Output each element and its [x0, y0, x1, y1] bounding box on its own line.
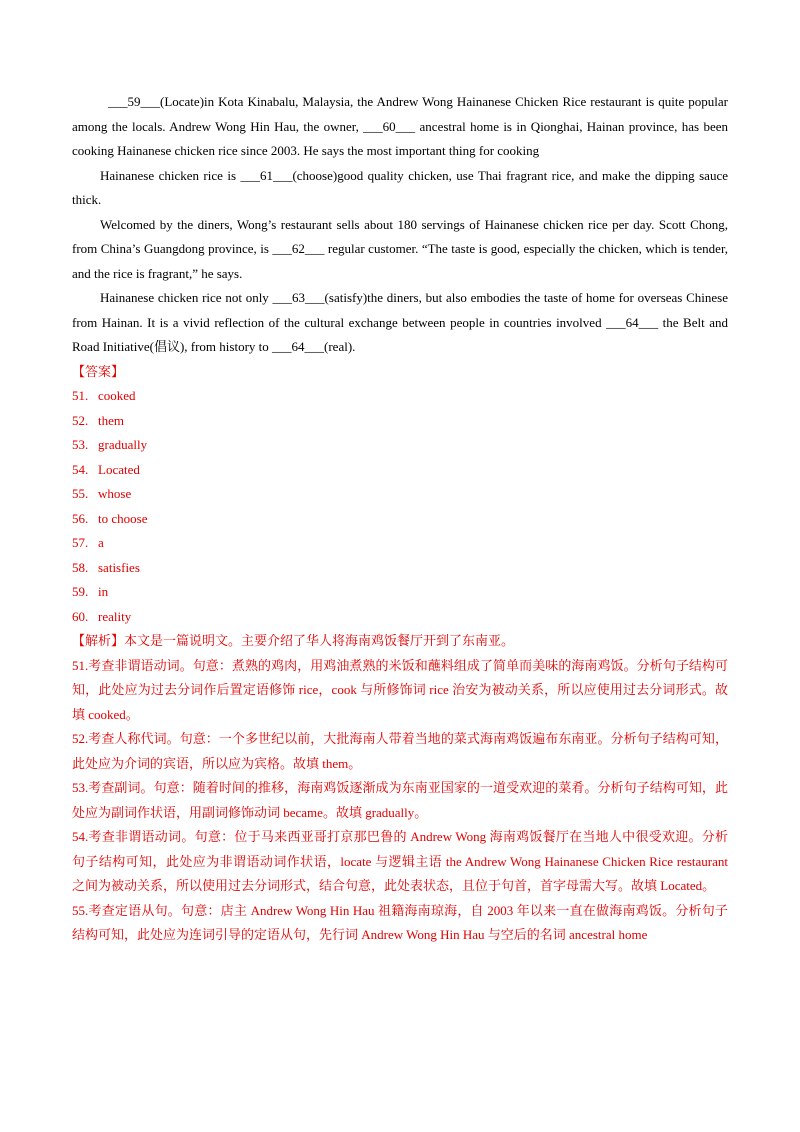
- passage-paragraph-1: ___59___(Locate)in Kota Kinabalu, Malaysia, the Andrew Wong Hainanese Chicken Rice restaurant is quite popular among the locals. Andrew Wong Hin Hau, the owner, ___60___ ancestral home is in Qionghai, Hainan province, has been cooking Hainanese chicken rice since 2003. He says the most important thing for cooking: [72, 94, 728, 158]
- answer-number: 51.: [72, 388, 89, 403]
- answer-item: [72, 580, 728, 605]
- document-page: [72, 90, 728, 948]
- answer-text: to choose: [98, 510, 148, 526]
- answer-item: [72, 605, 728, 630]
- answer-number: 59.: [72, 584, 89, 599]
- answer-number: 60.: [72, 608, 89, 624]
- answer-item: [72, 458, 728, 483]
- answer-text: cooked: [98, 388, 136, 403]
- answer-text: in: [98, 584, 109, 599]
- answer-number: 54.: [72, 461, 89, 477]
- explanation-52: 52.考查人称代词。句意：一个多世纪以前，大批海南人带着当地的菜式海南鸡饭遍布东南亚。分析句子结构可知，此处应为介词的宾语，所以应为宾格。故填 them。: [72, 731, 728, 771]
- analysis-intro: 【解析】本文是一篇说明文。主要介绍了华人将海南鸡饭餐厅开到了东南亚。: [72, 633, 515, 648]
- answer-item: [72, 531, 728, 556]
- answer-number: 56.: [72, 510, 89, 526]
- answer-number: 55.: [72, 486, 89, 501]
- answer-text: whose: [98, 486, 132, 501]
- explanation-54: 54.考查非谓语动词。句意：位于马来西亚哥打京那巴鲁的 Andrew Wong 海南鸡饭餐厅在当地人中很受欢迎。分析句子结构可知，此处应为非谓语动词作状语，locate 与逻辑主语 the Andrew Wong Hainanese Chicken Rice restaurant 之间为被动关系，所以使用过去分词形式，结合句意，此处表状态，且位于句首，首字母需大写。故填 Located。: [72, 829, 728, 893]
- answer-heading: 【答案】: [72, 363, 125, 379]
- explanation-51: 51.考查非谓语动词。句意：煮熟的鸡肉，用鸡油煮熟的米饭和蘸料组成了简单而美味的海南鸡饭。分析句子结构可知，此处应为过去分词作后置定语修饰 rice，cook 与所修饰词 rice 治安为被动关系，所以应使用过去分词形式。故填 cooked。: [72, 657, 728, 722]
- answer-text: reality: [98, 608, 132, 624]
- passage-paragraph-3: Welcomed by the diners, Wong’s restaurant sells about 180 servings of Hainanese chicken rice per day. Scott Chong, from China’s Guangdong province, is ___62___ regular customer. “The taste is good, especially the chicken, which is tender, and the rice is fragrant,” he says.: [72, 216, 728, 281]
- answer-text: gradually: [98, 437, 148, 452]
- answer-text: satisfies: [98, 559, 140, 575]
- answer-list: [72, 384, 728, 629]
- answer-number: 57.: [72, 535, 89, 550]
- explanation-53: 53.考查副词。句意：随着时间的推移，海南鸡饭逐渐成为东南亚国家的一道受欢迎的菜肴。分析句子结构可知，此处应为副词作状语，用副词修饰动词 became。故填 gradually。: [72, 780, 728, 820]
- answer-number: 52.: [72, 412, 89, 428]
- answer-item: [72, 409, 728, 434]
- explanation-55: 55.考查定语从句。句意：店主 Andrew Wong Hin Hau 祖籍海南琼海，自 2003 年以来一直在做海南鸡饭。分析句子结构可知，此处应为连词引导的定语从句，先行词 Andrew Wong Hin Hau 与空后的名词 ancestral home: [72, 902, 728, 942]
- answer-item: [72, 507, 728, 532]
- passage-paragraph-2: Hainanese chicken rice is ___61___(choose)good quality chicken, use Thai fragrant rice, and make the dipping sauce thick.: [72, 167, 728, 207]
- answer-text: them: [98, 412, 124, 428]
- answer-item: [72, 433, 728, 458]
- answer-number: 58.: [72, 559, 89, 575]
- answer-text: Located: [98, 461, 140, 477]
- answer-item: [72, 384, 728, 409]
- answer-number: 53.: [72, 437, 89, 452]
- answer-item: [72, 482, 728, 507]
- passage-paragraph-4: Hainanese chicken rice not only ___63___(satisfy)the diners, but also embodies the taste of home for overseas Chinese from Hainan. It is a vivid reflection of the cultural exchange between people in countries involved ___64___ the Belt and Road Initiative(倡议), from history to ___64___(real).: [72, 290, 728, 354]
- answer-text: a: [98, 535, 104, 550]
- answer-item: [72, 556, 728, 581]
